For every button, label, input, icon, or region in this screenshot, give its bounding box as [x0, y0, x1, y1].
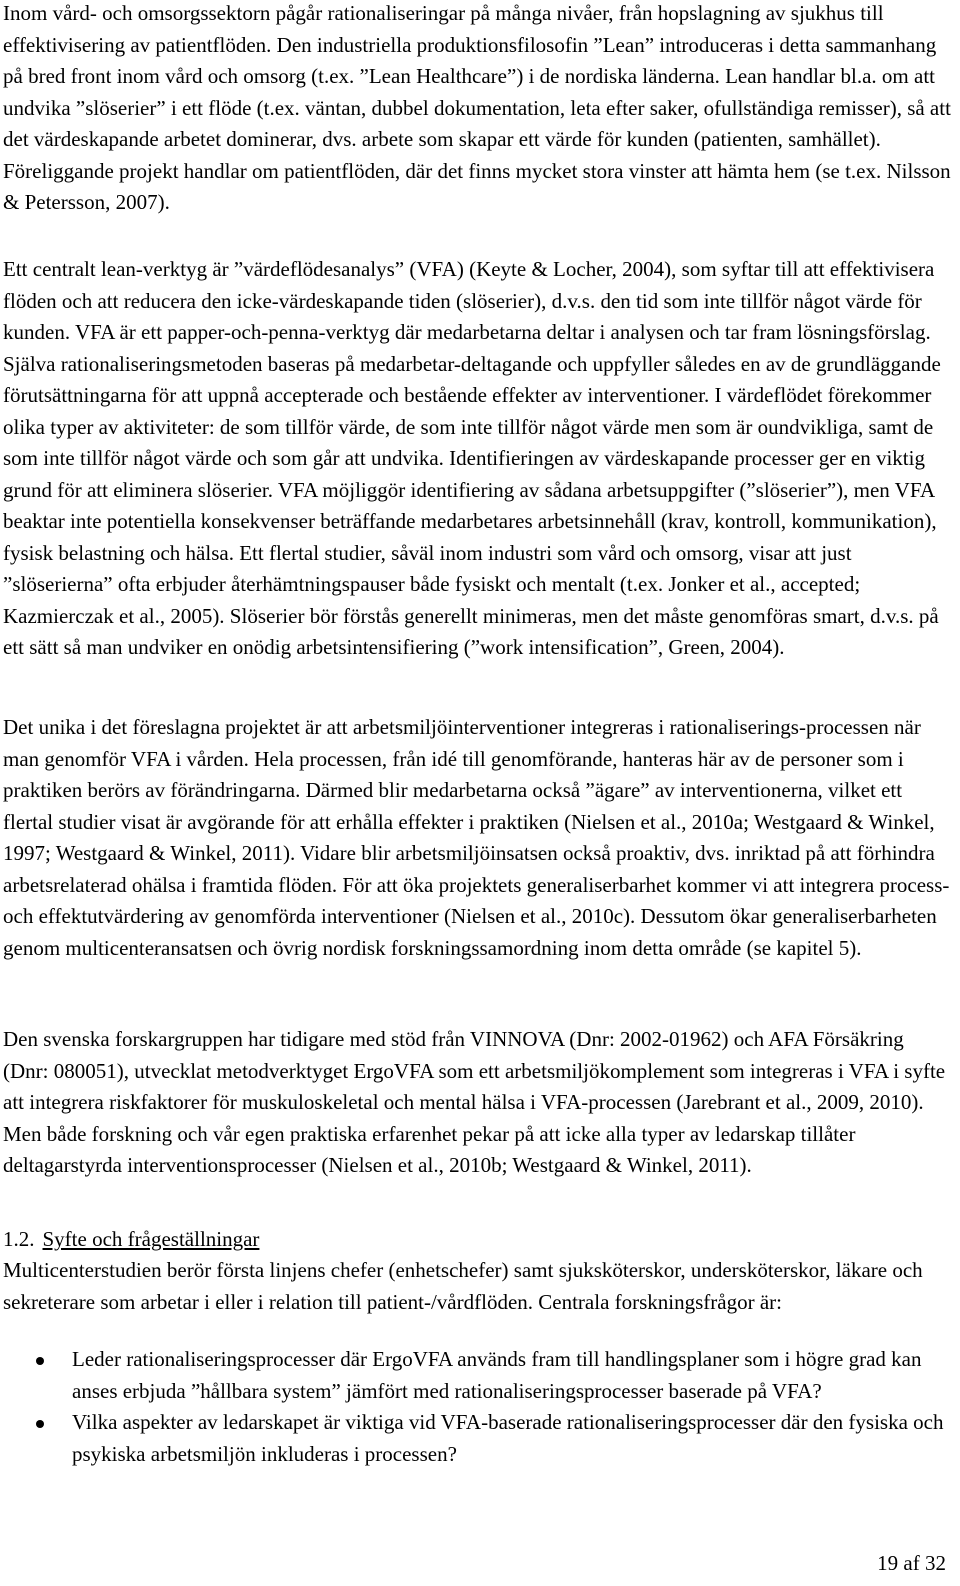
paragraph-vfa: Ett centralt lean-verktyg är ”värdeflödesanalys” (VFA) (Keyte & Locher, 2004), som syftar till att effektivisera flöden och att reducera den icke-värdeskapande tiden (slöserier), d.v.s. den tid som inte tillför något värde för kunden. VFA är ett papper-och-penna-verktyg där medarbetarna deltar i analysen och tar fram lösningsförslag. Själva rationaliseringsmetoden baseras på medarbetar-deltagande och uppfyller således en av de grundläggande förutsättningarna för att uppnå accepterade och bestående effekter av interventioner. I värdeflödet förekommer olika typer av aktiviteter: de som tillför värde, de som inte tillför något värde men som är oundvikliga, samt de som inte tillför något värde och som går att undvika. Identifieringen av värdeskapande processer ger en viktig grund för att eliminera slöserier. VFA möjliggör identifiering av sådana arbetsuppgifter (”slöserier”), men VFA beaktar inte potentiella konsekvenser beträffande medarbetares arbetsinnehåll (krav, kontroll, kommunikation), fysisk belastning och hälsa. Ett flertal studier, såväl inom industri som vård och omsorg, visar att just ”slöserierna” ofta erbjuder återhämtningspauser både fysiskt och mentalt (t.ex. Jonker et al., accepted; Kazmierczak et al., 2005). Slöserier bör förstås generellt minimeras, men det måste genomföras smart, d.v.s. på ett sätt så man undviker en onödig arbetsintensifiering (”work intensification”, Green, 2004). [3, 257, 941, 659]
research-questions-list [0, 1344, 960, 1470]
section-title: Syfte och frågeställningar [42, 1227, 260, 1251]
section-number: 1.2. [3, 1227, 35, 1251]
list-item-text: Leder rationaliseringsprocesser där ErgoVFA används fram till handlingsplaner som i högre grad kan anses erbjuda ”hållbara system” jämfört med rationaliseringsprocesser baserade på VFA? [72, 1347, 922, 1403]
list-item [0, 1344, 952, 1407]
list-item [0, 1407, 952, 1470]
paragraph-research-group: Den svenska forskargruppen har tidigare med stöd från VINNOVA (Dnr: 2002-01962) och AFA Försäkring (Dnr: 080051), utvecklat metodverktyget ErgoVFA som ett arbetsmiljökomplement som integreras i VFA i syfte att integrera riskfaktorer för muskuloskeletal och mental hälsa i VFA-processen (Jarebrant et al., 2009, 2010). Men både forskning och vår egen praktiska erfarenhet pekar på att icke alla typer av ledarskap tillåter deltagarstyrda interventionsprocesser (Nielsen et al., 2010b; Westgaard & Winkel, 2011). [3, 1027, 946, 1177]
paragraph-multicenter: Multicenterstudien berör första linjens chefer (enhetschefer) samt sjuksköterskor, undersköterskor, läkare och sekreterare som arbetar i eller i relation till patient-/vårdflöden. Centrala forskningsfrågor är: [3, 1258, 923, 1314]
bullet-icon [36, 1420, 44, 1428]
section-heading [3, 1224, 953, 1256]
list-item-text: Vilka aspekter av ledarskapet är viktiga vid VFA-baserade rationaliseringsprocesser där den fysiska och psykiska arbetsmiljön inkluderas i processen? [72, 1410, 944, 1466]
paragraph-unique-project: Det unika i det föreslagna projektet är att arbetsmiljöinterventioner integreras i rationaliserings-processen när man genomför VFA i vården. Hela processen, från idé till genomförande, hanteras här av de personer som i praktiken berörs av förändringarna. Därmed blir medarbetarna också ”ägare” av interventionerna, vilket ett flertal studier visat är avgörande för att erhålla effekter i praktiken (Nielsen et al., 2010a; Westgaard & Winkel, 1997; Westgaard & Winkel, 2011). Vidare blir arbetsmiljöinsatsen också proaktiv, dvs. inriktad på att förhindra arbetsrelaterad ohälsa i framtida flöden. För att öka projektets generaliserbarhet kommer vi att integrera process- och effektutvärdering av genomförda interventioner (Nielsen et al., 2010c). Dessutom ökar generaliserbarheten genom multicenteransatsen och övrig nordisk forskningssamordning inom detta område (se kapitel 5). [3, 715, 950, 960]
paragraph-intro: Inom vård- och omsorgssektorn pågår rationaliseringar på många nivåer, från hopslagning av sjukhus till effektivisering av patientflöden. Den industriella produktionsfilosofin ”Lean” introduceras i detta sammanhang på bred front inom vård och omsorg (t.ex. ”Lean Healthcare”) i de nordiska länderna. Lean handlar bl.a. om att undvika ”slöserier” i ett flöde (t.ex. väntan, dubbel dokumentation, leta efter saker, ofullständiga remisser), så att det värdeskapande arbetet dominerar, dvs. arbete som skapar ett värde för kunden (patienten, samhället). Föreliggande projekt handlar om patientflöden, där det finns mycket stora vinster att hämta hem (se t.ex. Nilsson & Petersson, 2007). [3, 1, 951, 214]
bullet-icon [36, 1357, 44, 1365]
page-number: 19 af 32 [877, 1551, 946, 1575]
